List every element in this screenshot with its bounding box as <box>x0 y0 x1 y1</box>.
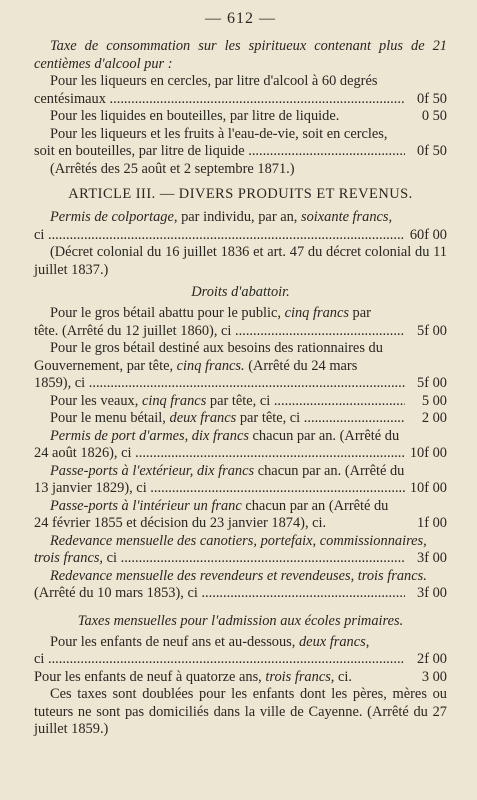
liqueurs-cercles-row <box>34 91 447 109</box>
entry-amount: 2 00 <box>421 410 447 426</box>
entry-amount: 10f 00 <box>409 445 447 461</box>
text-span: par tête, ci <box>206 392 271 409</box>
text-span: Gouvernement, par tête, <box>34 357 177 374</box>
redevance-canotiers-row <box>34 550 447 568</box>
it-span: cinq francs <box>284 305 349 321</box>
entry-amount: 60f 00 <box>409 226 447 243</box>
entry-amount: 2f 00 <box>417 651 447 667</box>
entry-amount: 3f 00 <box>417 585 447 601</box>
entry-label: (Arrêté du 10 mars 1853), ci ..... <box>34 585 405 603</box>
redevance-revendeurs-line: Redevance mensuelle des revendeurs et revendeuses, trois francs. <box>50 567 427 584</box>
enfants-quatorze-ans-row <box>34 669 447 687</box>
entry-label: centésimaux ..... <box>34 91 405 109</box>
gros-betail-line <box>34 305 447 323</box>
text-span: chacun par an. (Arrêté du <box>248 427 400 444</box>
taxes-ecoles-heading: Taxes mensuelles pour l'admission aux écoles primaires. <box>77 612 404 629</box>
entry-amount: 1f 00 <box>417 515 447 531</box>
permis-colportage-line <box>34 209 447 227</box>
entry-label: soit en bouteilles, par litre de liquide ..... <box>34 143 405 161</box>
enfants-neuf-ans-line <box>34 634 447 652</box>
it-span: trois francs, <box>265 668 335 685</box>
entry-label: tête. (Arrêté du 12 juillet 1860), ci ..... <box>34 323 405 341</box>
entry-amount: 0 50 <box>421 108 447 124</box>
consumption-tax-title: Taxe de consommation sur les spiritueux contenant plus de 21 centièmes d'alcool pur : <box>34 38 447 72</box>
it-span: Permis de colportage, <box>50 209 178 225</box>
it-span: cinq francs <box>141 392 207 409</box>
redevance-canotiers-line: Redevance mensuelle des canotiers, portefaix, commissionnaires, <box>50 532 427 549</box>
entry-amount: 10f 00 <box>409 480 447 496</box>
fruits-eau-de-vie-row <box>34 143 447 161</box>
gouvernement-line <box>34 358 447 376</box>
passeports-exterieur-line <box>34 463 447 481</box>
entry-amount: 5f 00 <box>417 375 447 391</box>
entry-amount: 5 00 <box>421 392 447 409</box>
page-number: — 612 — <box>205 10 276 27</box>
entry-amount: 3f 00 <box>417 550 447 566</box>
liquides-bouteilles-row <box>34 108 447 126</box>
text-span: ci. <box>334 668 352 685</box>
entry-label <box>34 410 405 428</box>
text-span: Pour le menu bétail, <box>50 410 170 426</box>
passeports-interieur-row <box>34 515 447 533</box>
entry-label: 13 janvier 1829), ci ..... <box>34 480 405 498</box>
entry-amount: 5f 00 <box>417 322 447 339</box>
it-span: Permis de port d'armes, dix francs <box>50 427 249 444</box>
decret-colonial: (Décret colonial du 16 juillet 1836 et art. 47 du décret colonial du 11 juillet 1837.) <box>34 244 447 278</box>
entry-label <box>34 550 405 568</box>
entry-label: ci ..... <box>34 651 405 669</box>
passeports-interieur-line <box>34 498 447 516</box>
article-heading: ARTICLE III. — DIVERS PRODUITS ET REVENUS. <box>68 186 413 202</box>
text-span: Pour les enfants de neuf ans et au-dessous, <box>50 633 299 650</box>
gros-betail-row <box>34 323 447 341</box>
arretes-1871: (Arrêtés des 25 août et 2 septembre 1871.) <box>50 160 295 177</box>
droits-abattoir-heading: Droits d'abattoir. <box>191 284 290 300</box>
it-span: Passe-ports à l'extérieur, dix francs <box>50 462 255 479</box>
it-span: deux francs, <box>298 633 370 650</box>
entry-label: Pour les liquides en bouteilles, par litre de liquide. <box>50 108 340 124</box>
text-span: chacun par an (Arrêté du <box>241 497 389 514</box>
text-span: par individu, par an, <box>177 209 301 225</box>
text-span: Pour les enfants de neuf à quatorze ans, <box>34 668 266 685</box>
entry-label: 24 août 1826), ci ..... <box>34 445 405 463</box>
permis-colportage-row <box>34 227 447 245</box>
entry-amount: 0f 50 <box>417 90 447 107</box>
redevance-revendeurs-row <box>34 585 447 603</box>
text-span: ci <box>103 550 118 566</box>
taxes-doublees-note: Ces taxes sont doublées pour les enfants dont les pères, mères ou tuteurs ne sont pas domiciliés dans la ville de Cayenne. (Arrêté du 27 juillet 1859.) <box>34 686 447 737</box>
menu-betail-row <box>34 410 447 428</box>
enfants-neuf-ans-row <box>34 651 447 669</box>
entry-label <box>34 669 405 687</box>
it-span: trois francs, <box>34 550 104 566</box>
entry-label <box>34 393 405 411</box>
passeports-exterieur-row <box>34 480 447 498</box>
liqueurs-cercles-line: Pour les liqueurs en cercles, par litre d'alcool à 60 degrés <box>50 73 378 89</box>
entry-label: ci ..... <box>34 227 405 245</box>
it-span: deux francs <box>169 410 237 426</box>
text-span: Pour le gros bétail abattu pour le public, <box>50 305 285 321</box>
entry-label: 24 février 1855 et décision du 23 janvier 1874), ci. <box>34 515 327 531</box>
it-span: cinq francs. <box>176 357 245 374</box>
entry-label: 1859), ci ..... <box>34 375 405 393</box>
port-armes-row <box>34 445 447 463</box>
betail-rationnaires-row <box>34 375 447 393</box>
it-span: soixante francs, <box>301 209 393 225</box>
entry-amount: 3 00 <box>421 668 447 685</box>
veaux-row <box>34 393 447 411</box>
entry-amount: 0f 50 <box>417 143 447 159</box>
text-span: (Arrêté du 24 mars <box>244 357 358 374</box>
text-span: Pour les veaux, <box>50 392 142 409</box>
text-span: par tête, ci <box>236 410 301 426</box>
port-armes-line <box>34 428 447 446</box>
text-span: chacun par an. (Arrêté du <box>254 462 405 479</box>
text-span: par <box>348 305 371 321</box>
fruits-eau-de-vie-line: Pour les liqueurs et les fruits à l'eau-de-vie, soit en cercles, <box>50 125 388 142</box>
betail-rationnaires-line: Pour le gros bétail destiné aux besoins des rationnaires du <box>50 340 383 356</box>
it-span: Passe-ports à l'intérieur un franc <box>50 497 242 514</box>
